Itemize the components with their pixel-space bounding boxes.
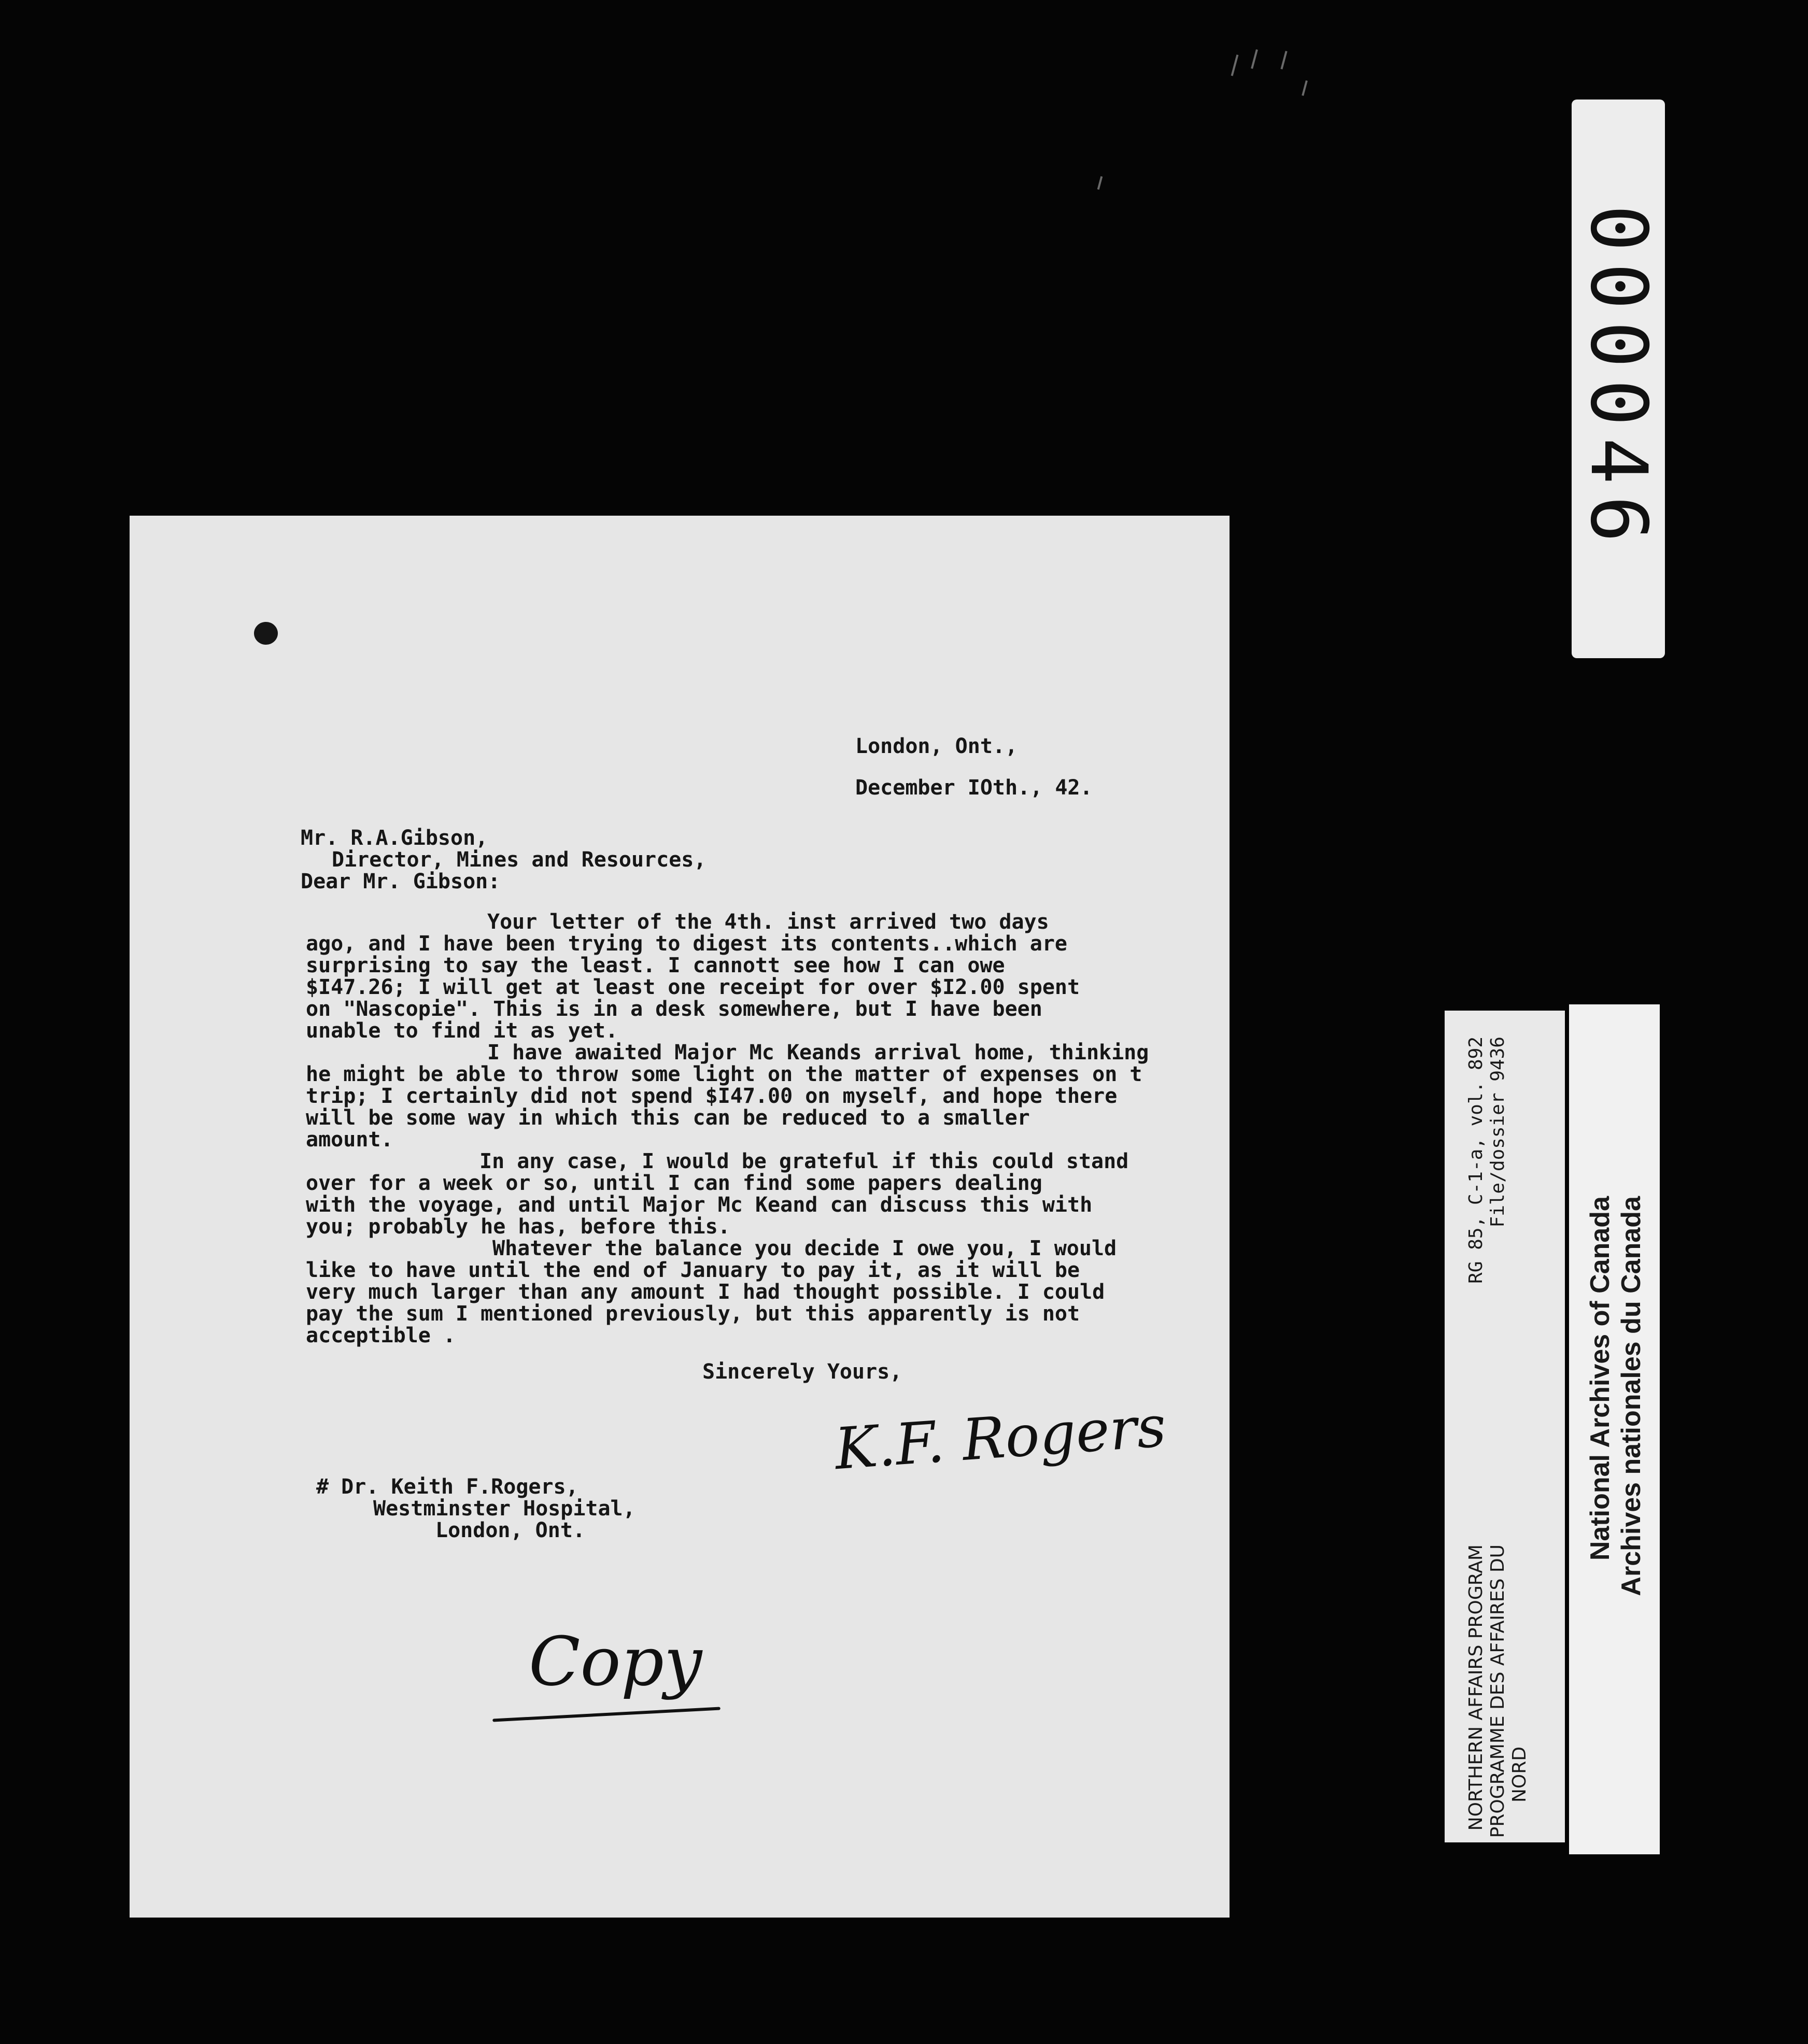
letter-place: London, Ont.,: [855, 734, 1018, 758]
body-line: surprising to say the least. I cannott see how I can owe: [306, 954, 1005, 977]
body-line: on "Nascopie". This is in a desk somewhere, but I have been: [306, 997, 1042, 1021]
body-line: acceptible .: [306, 1324, 456, 1347]
film-scratch: [1251, 49, 1258, 69]
body-line: pay the sum I mentioned previously, but this apparently is not: [306, 1302, 1080, 1326]
film-scratch: [1302, 80, 1308, 96]
body-line: very much larger than any amount I had thought possible. I could: [306, 1280, 1105, 1304]
body-line: will be some way in which this can be reduced to a smaller: [306, 1106, 1030, 1130]
body-line: over for a week or so, until I can find some papers dealing: [306, 1171, 1042, 1195]
signature: K.F. Rogers: [832, 1393, 1168, 1483]
body-line: like to have until the end of January to pay it, as it will be: [306, 1258, 1080, 1282]
sender-name: # Dr. Keith F.Rogers,: [316, 1475, 578, 1499]
salutation: Dear Mr. Gibson:: [301, 870, 501, 893]
sender-city: London, Ont.: [435, 1518, 585, 1542]
addressee-name: Mr. R.A.Gibson,: [301, 826, 488, 850]
body-line: unable to find it as yet.: [306, 1019, 618, 1043]
film-scratch: [1280, 51, 1287, 69]
closing: Sincerely Yours,: [702, 1360, 902, 1384]
archives-name-en: National Archives of Canada: [1585, 1196, 1615, 1561]
body-line: he might be able to throw some light on the matter of expenses on t: [306, 1062, 1142, 1086]
ink-blot: [254, 622, 278, 645]
body-line: you; probably he has, before this.: [306, 1215, 730, 1239]
letter-date: December IOth., 42.: [855, 776, 1093, 800]
reference-line-2: File/dossier 9436: [1487, 1037, 1508, 1228]
archives-name-card: [1569, 1004, 1660, 1854]
program-line-3: NORD: [1509, 1747, 1530, 1802]
frame-number-strip: [1572, 100, 1665, 658]
body-line: Your letter of the 4th. inst arrived two days: [487, 910, 1049, 934]
body-line: $I47.26; I will get at least one receipt for over $I2.00 spent: [306, 975, 1080, 999]
reference-line-1: RG 85, C-1-a, vol. 892: [1465, 1037, 1487, 1284]
copy-underline: [492, 1707, 721, 1722]
sender-org: Westminster Hospital,: [373, 1497, 635, 1521]
program-line-2: PROGRAMME DES AFFAIRES DU: [1487, 1544, 1508, 1838]
archive-reference-card: [1445, 1011, 1565, 1842]
copy-annotation: Copy: [529, 1622, 702, 1701]
body-line: ago, and I have been trying to digest its contents..which are: [306, 932, 1068, 956]
letter-page: [130, 516, 1230, 1918]
program-line-1: NORTHERN AFFAIRS PROGRAM: [1465, 1544, 1487, 1831]
frame-number: 000046: [1573, 205, 1663, 554]
archives-name-fr: Archives nationales du Canada: [1616, 1196, 1646, 1596]
film-scratch: [1231, 54, 1239, 76]
body-line: with the voyage, and until Major Mc Keand can discuss this with: [306, 1193, 1093, 1217]
body-line: I have awaited Major Mc Keands arrival home, thinking: [487, 1041, 1149, 1064]
body-line: amount.: [306, 1128, 393, 1152]
body-line: trip; I certainly did not spend $I47.00 on myself, and hope there: [306, 1084, 1118, 1108]
body-line: In any case, I would be grateful if this could stand: [479, 1149, 1129, 1173]
body-line: Whatever the balance you decide I owe you, I would: [492, 1237, 1117, 1260]
film-scratch: [1097, 176, 1103, 190]
addressee-title: Director, Mines and Resources,: [332, 848, 707, 872]
